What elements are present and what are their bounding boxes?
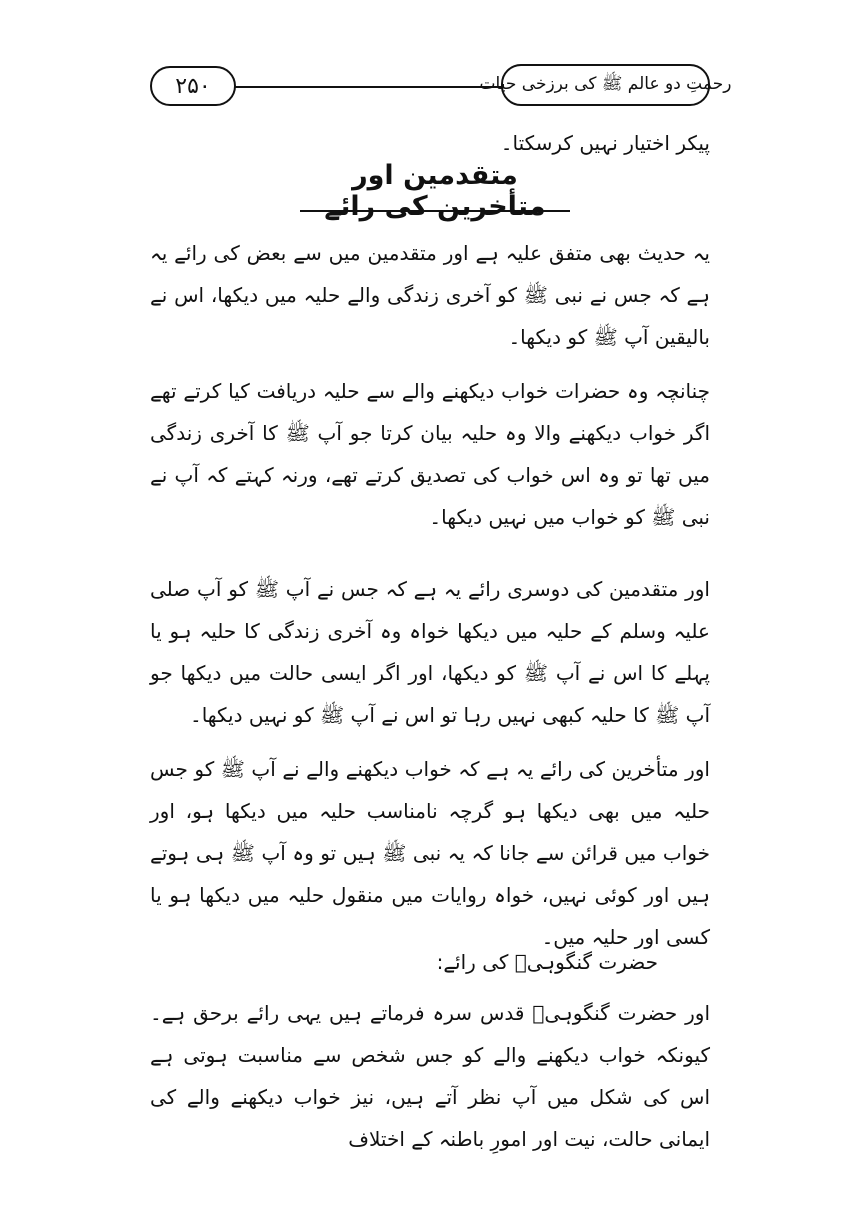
- running-title: رحمتِ دو عالم ﷺ کی برزخی حیات: [501, 64, 710, 106]
- paragraph-1: یہ حدیث بھی متفق علیہ ہے اور متقدمین میں سے بعض کی رائے یہ ہے کہ جس نے نبی ﷺ کو آخری زندگی والے حلیہ میں دیکھا، اس نے بالیقین آپ ﷺ کو دیکھا۔: [150, 241, 710, 349]
- paragraph-4: اور متأخرین کی رائے یہ ہے کہ خواب دیکھنے والے نے آپ ﷺ کو جس حلیہ میں بھی دیکھا ہو گرچہ نامناسب حلیہ میں دیکھا ہو، اور خواب میں قرائن سے جانا کہ یہ نبی ﷺ ہیں تو وہ آپ ﷺ ہی ہوتے ہیں اور کوئی نہیں، خواہ روایات میں منقول حلیہ میں دیکھا ہو یا کسی اور حلیہ میں۔: [150, 757, 710, 949]
- paragraph-2: چنانچہ وہ حضرات خواب دیکھنے والے سے حلیہ دریافت کیا کرتے تھے اگر خواب دیکھنے والا وہ حلیہ بیان کرتا جو آپ ﷺ کا آخری زندگی میں تھا تو وہ اس خواب کی تصدیق کرتے تھے، ورنہ کہتے کہ آپ نے نبی ﷺ کو خواب میں نہیں دیکھا۔: [150, 379, 710, 529]
- header-rule: [230, 86, 510, 88]
- intro-line: پیکر اختیار نہیں کرسکتا۔: [500, 131, 710, 155]
- page-header: [150, 62, 732, 110]
- final-paragraph: اور حضرت گنگوہیؒ قدس سرہ فرماتے ہیں یہی رائے برحق ہے۔ کیونکہ خواب دیکھنے والے کو جس شخص سے مناسبت ہوتی ہے اس کی شکل میں آپ نظر آتے ہیں، نیز خواب دیکھنے والے کی ایمانی حالت، نیت اور امورِ باطنہ کے اختلاف: [150, 1001, 710, 1151]
- page-number: ۲۵۰: [150, 66, 236, 106]
- subheading: حضرت گنگوہیؒ کی رائے:: [436, 950, 658, 974]
- section-heading: متقدمین اور متأخرین کی رائے: [324, 160, 546, 222]
- heading-underline: [300, 210, 570, 212]
- paragraph-3: اور متقدمین کی دوسری رائے یہ ہے کہ جس نے آپ ﷺ کو آپ صلی علیہ وسلم کے حلیہ میں دیکھا خواہ وہ آخری زندگی کا حلیہ ہو یا پہلے کا اس نے آپ ﷺ کو دیکھا، اور اگر ایسی حالت میں دیکھا جو آپ ﷺ کا حلیہ کبھی نہیں رہا تو اس نے آپ ﷺ کو نہیں دیکھا۔: [150, 577, 710, 727]
